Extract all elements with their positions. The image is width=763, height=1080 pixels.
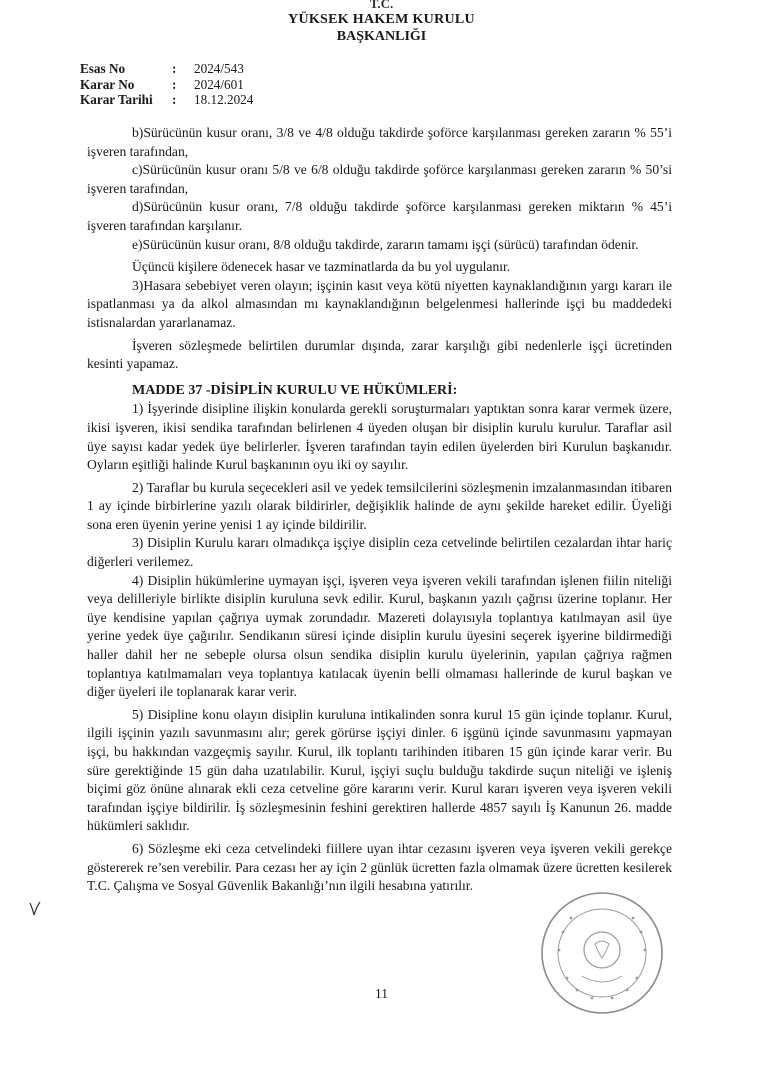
official-seal-stamp [537,888,667,1018]
meta-row-tarih [80,92,253,108]
presidency-title: BAŞKANLIĞI [336,29,427,44]
meta-label: Karar No [80,76,135,92]
article-heading: MADDE 37 -DİSİPLİN KURULU VE HÜKÜMLERİ: [132,382,458,398]
meta-colon: : [172,92,177,107]
employer-paragraph: İşveren sözleşmede belirtilen durumlar dışında, zarar karşılığı gibi nedenlerle işçi ücretinden kesinti yapamaz. [87,337,672,372]
article-paragraph-4: 4) Disiplin hükümlerine uymayan işçi, işveren veya işveren vekili tarafından işlenen fiilin niteliği veya delilleriyle birlikte disiplin kuruluna sevk edilir. Kurul, başkanın yazılı çağrısı üzerine toplanır. Her üye kendisine yapılan çağrıya uymak zorundadır. Mazereti dolayısıyla toplantıya katılmayan asil üye yerine yedek üye çağırılır. Sendikanın süresi içinde disiplin kurulu üyesini seçerek işyerine bildirmediği haller dahil her ne sebeple olursa olsun sendika disiplin kurulu üyelerinin, yapılan çağrıya rağmen toplantıya katılmamaları veya toplantıya katılacak üyenin belli olmaması hallerinde de kurul başkan ve diğer üyeleri ile toplanarak karar verir. [87,572,672,700]
handwritten-check-mark [28,900,42,918]
article-paragraph-3: 3) Disiplin Kurulu kararı olmadıkça işçiye disiplin ceza cetvelinde belirtilen cezalardan ihtar hariç diğerleri verilemez. [87,535,672,570]
meta-colon: : [172,76,177,92]
meta-value: 2024/601 [194,76,244,92]
meta-row-esas [80,61,253,77]
clause-e: e)Sürücünün kusur oranı, 8/8 olduğu takdirde, zararın tamamı işçi (sürücü) tarafından ödenir. [132,236,639,252]
case-meta [80,61,253,108]
article-paragraph-2: 2) Taraflar bu kurula seçecekleri asil ve yedek temsilcilerini sözleşmenin imzalanmasından itibaren 1 ay içinde birbirlerine yazılı olarak bildirirler, değişiklik halinde de aynı şekilde hareket edilir. Üyeliği sona eren üyenin yerine yenisi 1 ay içinde bildirilir. [87,479,672,532]
meta-colon: : [172,61,177,76]
meta-row-karar [80,77,253,93]
paragraph-3: 3)Hasara sebebiyet veren olayın; işçinin kasıt veya kötü niyetten kaynaklandığının yargı kararı ile ispatlanması ya da alkol almasından mı kaynaklandığının belgelenmesi hallerinde işçi bu maddedeki istisnalardan yararlanamaz. [87,277,672,330]
clause-d: d)Sürücünün kusur oranı, 7/8 olduğu takdirde şoförce karşılanması gereken miktarın % 45’i işveren tarafından karşılanır. [87,199,672,233]
article-paragraph-5: 5) Disipline konu olayın disiplin kuruluna intikalinden sonra kurul 15 gün içinde toplanır. Kurul, ilgili işçinin yazılı savunmasını alır; gerek görürse işçiyi dinler. 6 işgünü içinde savunmasını yapmayan işçi, bu hakkından vazgeçmiş sayılır. Kurul, ilk toplantı tarihinden itibaren 15 gün içinde karar verir. Bu süre gerektiğinde 15 gün daha uzatılabilir. Kurul, işçiyi suçlu bulduğu takdirde suçun niteliği ve işleniş biçimi göz önüne alınarak ekli ceza cetveline göre kararını verir. Kurul kararı işveren veya işveren vekili tarafından işçiye bildirilir. İş sözleşmesinin feshini gerektiren hallerde 4857 sayılı İş Kanunun 26. madde hükümleri saklıdır. [87,706,672,834]
meta-value: 18.12.2024 [194,92,254,107]
page-number: 11 [375,986,388,1001]
article-paragraph-1: 1) İşyerinde disipline ilişkin konularda gerekli soruşturmaları yaptıktan sonra karar vermek üzere, ikisi işveren, ikisi sendika tarafından belirlenen 4 üyeden oluşan bir disiplin kurulu kurulur. Taraflar asil üye sayısı kadar yedek üye belirlerler. İşveren tarafından tayin edilen üyelerden biri Kurulun başkanıdır. Oyların eşitliği halinde Kurul başkanının oyu iki oy sayılır. [87,401,672,473]
meta-value: 2024/543 [194,61,244,76]
header-tc: T.C. [369,0,394,11]
third-parties-paragraph: Üçüncü kişilere ödenecek hasar ve tazminatlarda da bu yol uygulanır. [132,259,511,275]
organization-title: YÜKSEK HAKEM KURULU [288,12,475,27]
article-paragraph-6: 6) Sözleşme eki ceza cetvelindeki fiillere uyan ihtar cezasını işveren veya işveren vekili gerekçe göstererek re’sen verebilir. Para cezası her ay için 2 günlük ücretten fazla olmamak üzere ücretten kesilerek T.C. Çalışma ve Sosyal Güvenlik Bakanlığı’nın ilgili hesabına yatırılır. [87,840,672,894]
clause-c: c)Sürücünün kusur oranı 5/8 ve 6/8 olduğu takdirde şoförce karşılanması gereken zararın % 50’si işveren tarafından, [87,162,672,196]
meta-label: Karar Tarihi [80,92,153,107]
meta-label: Esas No [80,61,126,76]
clause-b: b)Sürücünün kusur oranı, 3/8 ve 4/8 olduğu takdirde şoförce karşılanması gereken zararın % 55’i işveren tarafından, [87,125,672,159]
document-body [87,124,672,896]
